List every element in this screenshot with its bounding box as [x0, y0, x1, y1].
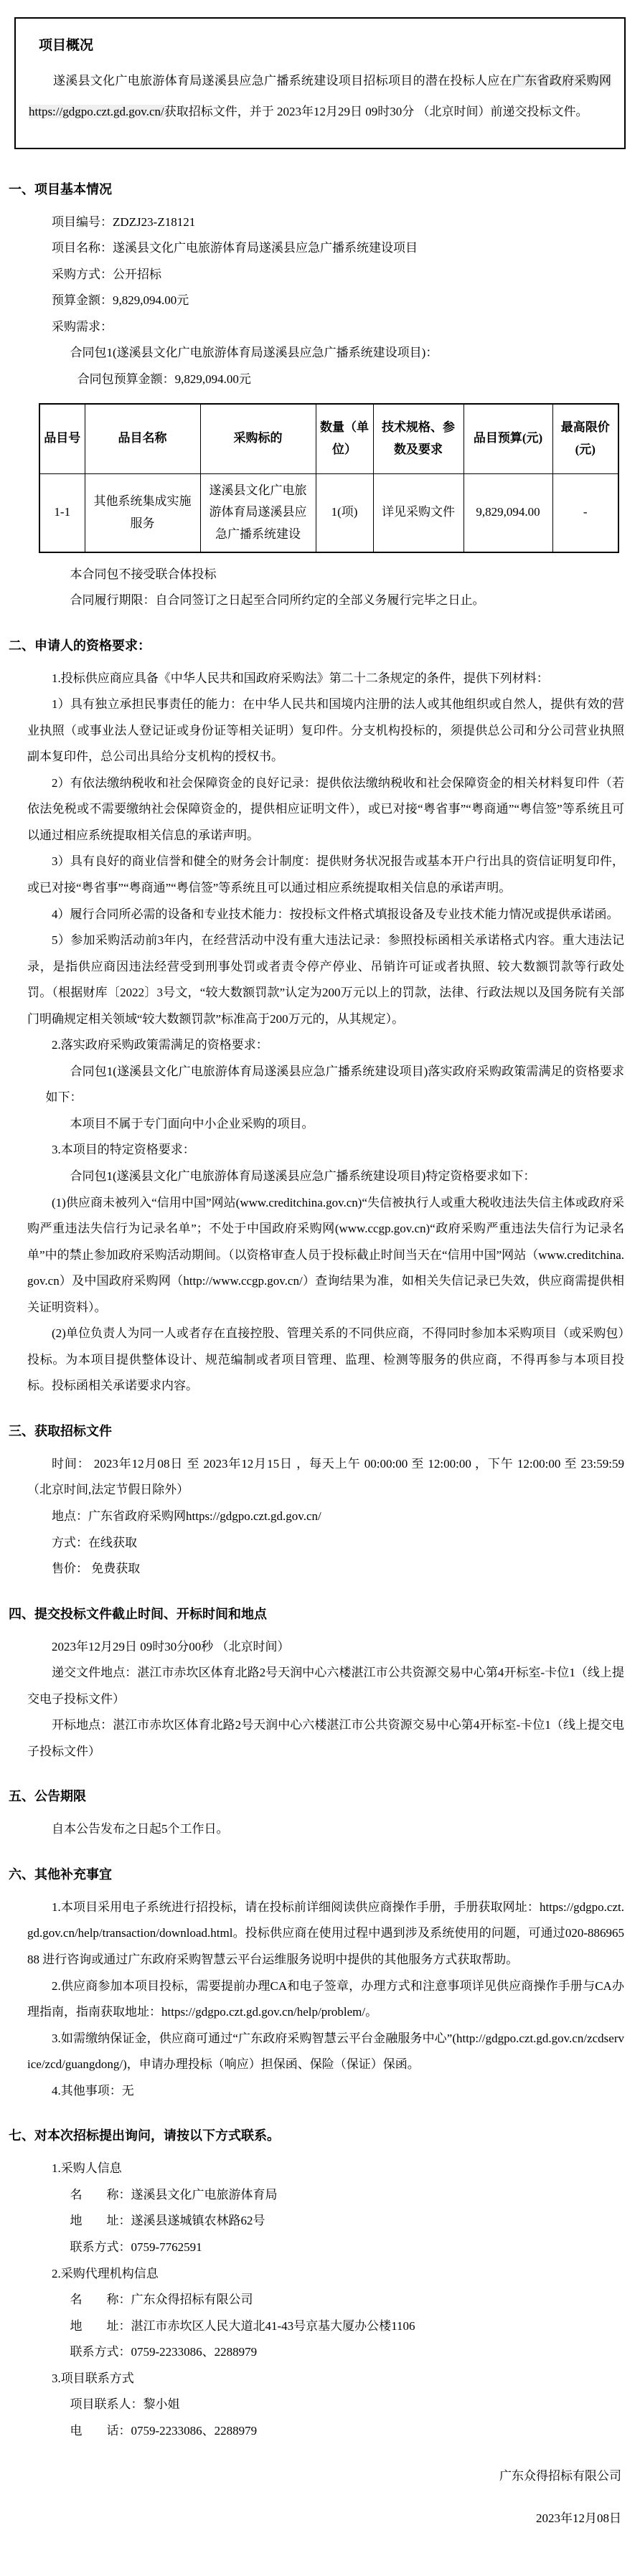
contract-package-budget: 合同包预算金额：9,829,094.00元 — [77, 372, 251, 386]
qualification-item: (2)单位负责人为同一人或者存在直接控股、管理关系的不同供应商，不得同时参加本采购项目（或采购包）投标。为本项目提供整体设计、规范编制或者项目管理、监理、检测等服务的供应商，不得再参与本项目投标。投标函相关承诺要求内容。 — [27, 1326, 624, 1393]
contract-duration-note: 合同履行期限：自合同签订之日起至合同所约定的全部义务履行完毕之日止。 — [70, 593, 485, 608]
header-max-price: 最高限价(元) — [552, 404, 618, 474]
agency-phone: 联系方式：0759-2233086、2288979 — [70, 2345, 258, 2359]
items-table-header-row — [39, 404, 618, 474]
qualification-item: 4）履行合同所必需的设备和专业技术能力：按投标文件格式填报设备及专业技术能力情况或提供承诺函。 — [52, 907, 619, 921]
project-contact-phone: 电 话：0759-2233086、2288979 — [70, 2423, 258, 2438]
overview-paragraph — [29, 65, 611, 128]
section4-heading: 四、提交投标文件截止时间、开标时间和地点 — [9, 1606, 267, 1621]
cell-item-name: 其他系统集成实施服务 — [85, 473, 200, 552]
header-item-name: 品目名称 — [85, 404, 200, 474]
section6-content — [27, 1895, 624, 2104]
purchaser-info-title: 1.采购人信息 — [52, 2161, 122, 2176]
qualification-item: 2）有依法缴纳税收和社会保障资金的良好记录：提供依法缴纳税收和社会保障资金的相关材料复印件（若依法免税或不需要缴纳社会保障资金的，提供相应证明文件），或已对接“粤省事”“粤商通”“粤信签”等系统且可以通过相应系统提取相关信息的承诺声明。 — [27, 775, 624, 842]
submission-place: 递交文件地点：湛江市赤坎区体育北路2号天润中心六楼湛江市公共资源交易中心第4开标室-卡位1（线上提交电子投标文件） — [27, 1666, 624, 1706]
qualification-item: 1.投标供应商应具备《中华人民共和国政府采购法》第二十二条规定的条件，提供下列材料： — [52, 671, 549, 685]
section5-content — [27, 1816, 624, 1843]
section3-content — [27, 1451, 624, 1582]
header-tech-spec: 技术规格、参数及要求 — [373, 404, 463, 474]
section7-content — [27, 2156, 624, 2444]
section7-heading: 七、对本次招标提出询问，请按以下方式联系。 — [9, 2128, 280, 2143]
procurement-method: 采购方式：公开招标 — [52, 267, 161, 281]
obtain-place: 地点：广东省政府采购网https://gdgpo.czt.gd.gov.cn/ — [52, 1509, 321, 1524]
qualification-item: 合同包1(遂溪县文化广电旅游体育局遂溪县应急广播系统建设项目)落实政府采购政策需满足的资格要求如下： — [45, 1064, 624, 1105]
contract-package-line: 合同包1(遂溪县文化广电旅游体育局遂溪县应急广播系统建设项目)： — [70, 346, 438, 360]
section1-content — [27, 209, 624, 614]
section2-heading: 二、申请人的资格要求： — [9, 638, 151, 653]
obtain-method: 方式：在线获取 — [52, 1535, 137, 1549]
header-item-budget: 品目预算(元) — [463, 404, 552, 474]
section6-heading: 六、其他补充事宜 — [9, 1867, 112, 1882]
tender-announcement-page — [0, 17, 640, 2576]
header-item-no: 品目号 — [39, 404, 85, 474]
agency-info-title: 2.采购代理机构信息 — [52, 2266, 159, 2280]
procurement-site-url[interactable]: 广东省政府采购网https://gdgpo.czt.gd.gov.cn/ — [29, 74, 612, 119]
other-item: 3.如需缴纳保证金，供应商可通过“广东政府采购智慧云平台金融服务中心”(http://gdgpo.czt.gd.gov.cn/zcdservice/zcd/guangdong/)，申请办理投标（响应）担保函、保险（保证）保函。 — [27, 2031, 624, 2072]
qualification-item: 3.本项目的特定资格要求： — [52, 1143, 195, 1157]
qualification-item: 2.落实政府采购政策需满足的资格要求： — [52, 1038, 268, 1052]
project-overview-box — [14, 17, 626, 149]
cell-procurement-subject: 遂溪县文化广电旅游体育局遂溪县应急广播系统建设 — [200, 473, 316, 552]
header-quantity: 数量（单位） — [316, 404, 373, 474]
obtain-price: 售价： 免费获取 — [52, 1562, 141, 1576]
section4-content — [27, 1634, 624, 1765]
agency-address: 地 址：湛江市赤坎区人民大道北41-43号京基大厦办公楼1106 — [70, 2318, 415, 2333]
project-contact-person: 项目联系人：黎小姐 — [70, 2397, 180, 2412]
obtain-time: 时间： 2023年12月08日 至 2023年12月15日 ，每天上午 00:00:00 至 12:00:00 ，下午 12:00:00 至 23:59:59（北京时间,法定节假日除外） — [27, 1456, 624, 1497]
other-item: 4.其他事项：无 — [52, 2083, 134, 2098]
project-name: 项目名称：遂溪县文化广电旅游体育局遂溪县应急广播系统建设项目 — [52, 241, 418, 255]
agency-name: 名 称：广东众得招标有限公司 — [70, 2293, 253, 2307]
qualification-item: (1)供应商未被列入“信用中国”网站(www.creditchina.gov.cn)“失信被执行人或重大税收违法失信主体或政府采购严重违法失信行为记录名单”；不处于中国政府采购网(www.ccgp.gov.cn)“政府采购严重违法失信行为记录名单”中的禁止参加政府采购活动期间。（以资格审查人员于投标截止时间当天在“信用中国”网站（www.creditchina.gov.cn）及中国政府采购网（http://www.ccgp.gov.cn/）查询结果为准，如相关失信记录已失效，供应商需提供相关证明资料）。 — [27, 1195, 624, 1314]
cell-max-price: - — [552, 473, 618, 552]
bid-opening-place: 开标地点：湛江市赤坎区体育北路2号天润中心六楼湛江市公共资源交易中心第4开标室-卡位1（线上提交电子投标文件） — [27, 1718, 624, 1758]
no-consortium-note: 本合同包不接受联合体投标 — [70, 567, 217, 581]
deadline-datetime: 2023年12月29日 09时30分00秒 （北京时间） — [52, 1639, 290, 1653]
items-table — [39, 403, 619, 553]
overview-text-after: 获取招标文件，并于 2023年12月29日 09时30分 （北京时间）前递交投标文件。 — [164, 105, 588, 119]
section3-heading: 三、获取招标文件 — [9, 1423, 112, 1438]
header-procurement-subject: 采购标的 — [200, 404, 316, 474]
announcement-period: 自本公告发布之日起5个工作日。 — [52, 1822, 229, 1836]
qualification-item: 5）参加采购活动前3年内，在经营活动中没有重大违法记录：参照投标函相关承诺格式内容。重大违法记录，是指供应商因违法经营受到刑事处罚或者责令停产停业、吊销许可证或者执照、较大数额罚款等行政处罚。（根据财库〔2022〕3号文，“较大数额罚款”认定为200万元以上的罚款，法律、行政法规以及国务院有关部门明确规定相关领域“较大数额罚款”标准高于200万元的，从其规定）。 — [27, 933, 624, 1026]
project-number: 项目编号：ZDZJ23-Z18121 — [52, 214, 196, 229]
section1-heading: 一、项目基本情况 — [9, 181, 112, 197]
overview-text-before: 遂溪县文化广电旅游体育局遂溪县应急广播系统建设项目招标项目的潜在投标人应在 — [53, 74, 512, 88]
footer-agency-name: 广东众得招标有限公司 — [499, 2469, 621, 2483]
section2-content — [27, 666, 624, 1400]
budget-amount: 预算金额：9,829,094.00元 — [52, 293, 189, 308]
qualification-item: 合同包1(遂溪县文化广电旅游体育局遂溪县应急广播系统建设项目)特定资格要求如下： — [70, 1169, 536, 1183]
cell-quantity: 1(项) — [316, 473, 373, 552]
cell-tech-spec: 详见采购文件 — [373, 473, 463, 552]
other-item: 1.本项目采用电子系统进行招投标，请在投标前详细阅读供应商操作手册，手册获取网址：https://gdgpo.czt.gd.gov.cn/help/transaction/download.html。投标供应商在使用过程中遇到涉及系统使用的问题，可通过020-88696588 进行咨询或通过广东政府采购智慧云平台运维服务说明中提供的其他服务方式获取帮助。 — [27, 1900, 624, 1967]
table-row — [39, 473, 618, 552]
purchaser-address: 地 址：遂溪县遂城镇农林路62号 — [70, 2214, 265, 2228]
cell-item-no: 1-1 — [39, 473, 85, 552]
footer-signature — [0, 2466, 621, 2529]
procurement-demand-label: 采购需求： — [52, 319, 113, 334]
section5-heading: 五、公告期限 — [9, 1789, 86, 1804]
qualification-item: 3）具有良好的商业信誉和健全的财务会计制度：提供财务状况报告或基本开户行出具的资信证明复印件，或已对接“粤省事”“粤商通”“粤信签”等系统且可以通过相应系统提取相关信息的承诺声明。 — [27, 854, 624, 895]
other-item: 2.供应商参加本项目投标，需要提前办理CA和电子签章，办理方式和注意事项详见供应商操作手册与CA办理指南，指南获取地址：https://gdgpo.czt.gd.gov.cn/help/problem/。 — [27, 1978, 624, 2019]
purchaser-name: 名 称：遂溪县文化广电旅游体育局 — [70, 2187, 278, 2202]
project-contact-title: 3.项目联系方式 — [52, 2371, 134, 2385]
footer-date: 2023年12月08日 — [536, 2511, 621, 2525]
overview-title: 项目概况 — [39, 38, 94, 53]
qualification-item: 本项目不属于专门面向中小企业采购的项目。 — [70, 1116, 314, 1131]
purchaser-phone: 联系方式：0759-7762591 — [70, 2240, 202, 2254]
qualification-item: 1）具有独立承担民事责任的能力：在中华人民共和国境内注册的法人或其他组织或自然人，提供有效的营业执照（或事业法人登记证或身份证等相关证明）复印件。分支机构投标的，须提供总公司和分公司营业执照副本复印件，总公司出具给分支机构的授权书。 — [27, 697, 624, 764]
cell-item-budget: 9,829,094.00 — [463, 473, 552, 552]
